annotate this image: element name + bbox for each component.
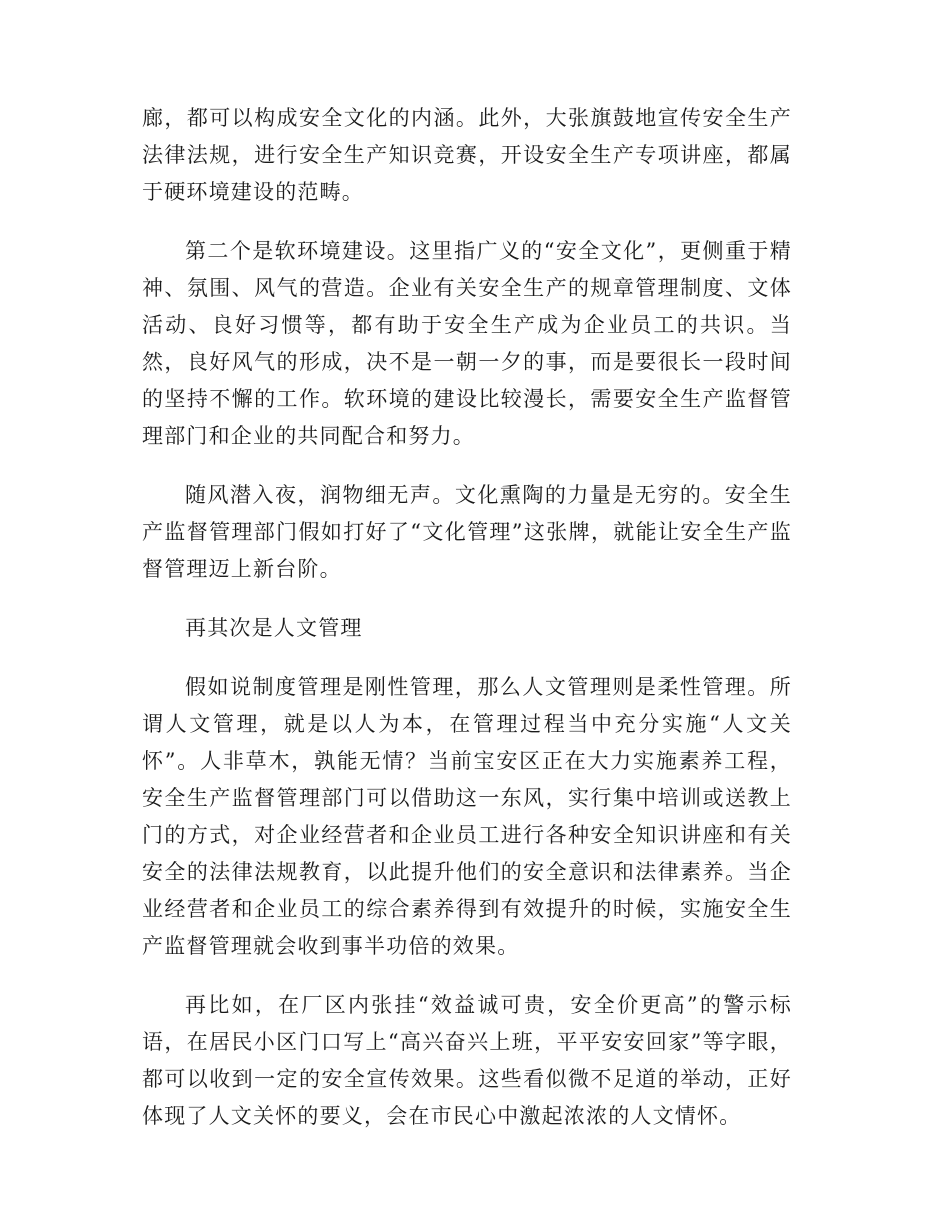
paragraph-slogan-examples: 再比如，在厂区内张挂“效益诚可贵，安全价更高”的警示标语，在居民小区门口写上“高兴奋兴上班，平平安安回家”等字眼，都可以收到一定的安全宣传效果。这些看似微不足道的举动，正好体现了人文关怀的要义，会在市民心中激起浓浓的人文情怀。 (142, 993, 792, 1128)
paragraph-humanistic-management: 假如说制度管理是刚性管理，那么人文管理则是柔性管理。所谓人文管理，就是以人为本，在管理过程当中充分实施“人文关怀”。人非草木，孰能无情？当前宝安区正在大力实施素养工程，安全生产监督管理部门可以借助这一东风，实行集中培训或送教上门的方式，对企业经营者和企业员工进行各种安全知识讲座和有关安全的法律法规教育，以此提升他们的安全意识和法律素养。当企业经营者和企业员工的综合素养得到有效提升的时候，实施安全生产监督管理就会收到事半功倍的效果。 (142, 675, 792, 958)
document-body (142, 100, 792, 1157)
section-heading-humanistic-management: 再其次是人文管理 (185, 616, 363, 640)
paragraph-culture-management: 随风潜入夜，润物细无声。文化熏陶的力量是无穷的。安全生产监督管理部门假如打好了“文化管理”这张牌，就能让安全生产监督管理迈上新台阶。 (142, 483, 792, 581)
paragraph-continued: 廊，都可以构成安全文化的内涵。此外，大张旗鼓地宣传安全生产法律法规，进行安全生产知识竞赛，开设安全生产专项讲座，都属于硬环境建设的范畴。 (142, 106, 792, 204)
paragraph-soft-environment: 第二个是软环境建设。这里指广义的“安全文化”，更侧重于精神、氛围、风气的营造。企业有关安全生产的规章管理制度、文体活动、良好习惯等，都有助于安全生产成为企业员工的共识。当然，良好风气的形成，决不是一朝一夕的事，而是要很长一段时间的坚持不懈的工作。软环境的建设比较漫长，需要安全生产监督管理部门和企业的共同配合和努力。 (142, 239, 792, 448)
